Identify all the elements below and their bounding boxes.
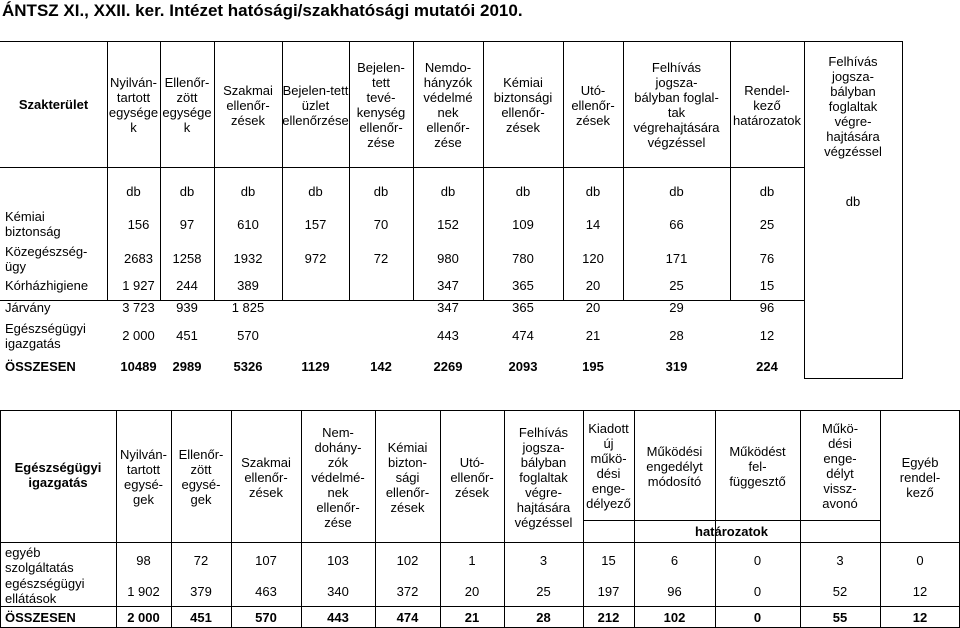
column-header: Szakmai ellenőr- zések — [223, 82, 273, 128]
table-cell — [349, 319, 413, 352]
row-label: Egészségügyi igazgatás — [5, 320, 86, 351]
column-header: Rendel- kező határozatok — [733, 82, 801, 128]
table-cell: 12 — [759, 328, 775, 343]
table-cell: 2683 — [124, 251, 153, 266]
row-label: egészségügyi ellátások — [5, 576, 85, 606]
table-cell: 66 — [669, 216, 684, 232]
column-header: Szakmai ellenőr- zések — [241, 454, 291, 500]
unit-label: db — [126, 183, 141, 199]
unit-label: db — [515, 183, 531, 199]
table-cell: 107 — [255, 552, 277, 568]
table-cell: 14 — [585, 216, 601, 232]
table-cell: 2 000 — [122, 328, 155, 343]
unit-label: db — [308, 183, 323, 199]
table-cell: 98 — [136, 552, 151, 568]
column-header: Ellenőr- zött egysége k — [162, 75, 212, 135]
column-header: Bejelen- tett tevé- kenység ellenőr- zése — [356, 60, 406, 150]
table-cell: 3 723 — [122, 300, 155, 315]
column-header: Működést fel- függesztő — [729, 443, 786, 489]
table-cell: 365 — [512, 277, 534, 293]
column-header: Felhívás jogsza- bályban foglal- tak végrehajtására végzéssel — [633, 60, 720, 150]
column-header: Kiadott új műkö- dési enge- délyező — [586, 421, 631, 511]
table-cell: 1932 — [233, 251, 263, 266]
table-cell: 365 — [512, 300, 534, 315]
row-label: ÖSSZESEN — [5, 609, 76, 625]
unit-label: db — [373, 183, 389, 199]
table-cell: 171 — [665, 251, 688, 266]
table-cell: 156 — [127, 216, 150, 232]
table-cell: 3 — [539, 552, 548, 568]
table-cell: 55 — [832, 609, 848, 625]
table-cell: 197 — [597, 583, 620, 599]
column-header: Nemdo- hányzók védelmé nek ellenőr- zése — [423, 60, 473, 150]
table-cell: 474 — [512, 328, 534, 343]
column-header: Egyéb rendel- kező — [899, 454, 941, 500]
row-label: egyéb szolgáltatás — [5, 545, 74, 575]
column-header: Felhívás jogsza- bályban foglaltak végre- hajtására végzéssel — [514, 424, 573, 530]
table-cell: 1258 — [172, 251, 202, 266]
table-cell: 443 — [437, 328, 459, 343]
table-cell: 372 — [396, 583, 419, 599]
table-cell: 28 — [669, 328, 684, 343]
column-header: Nyilván- tartott egysé- gek — [120, 447, 167, 507]
column-header-area: Egészségügyi igazgatás — [14, 460, 102, 490]
grid-line-vertical — [902, 300, 903, 378]
table-cell: 10489 — [120, 358, 157, 374]
table-cell: 29 — [669, 300, 684, 315]
table-cell: 52 — [832, 583, 848, 599]
table-cell: 1129 — [301, 358, 330, 374]
table-cell: 25 — [536, 583, 551, 599]
table-cell: 20 — [464, 583, 480, 599]
grid-line-top — [0, 41, 902, 42]
column-header: Utó- ellenőr- zések — [571, 82, 615, 128]
table-cell: 1 902 — [127, 583, 160, 599]
row-label: ÖSSZESEN — [5, 358, 76, 374]
table-cell: 25 — [669, 277, 684, 293]
column-header: Kémiai bizton- sági ellenőr- zések — [385, 439, 430, 515]
table-cell — [349, 274, 413, 296]
table-cell: 0 — [753, 552, 762, 568]
unit-label: db — [585, 183, 601, 199]
column-header: Nem- dohány- zók védelmé- nek ellenőr- zése — [311, 424, 365, 530]
table-cell: 451 — [176, 328, 198, 343]
table-cell: 980 — [437, 251, 459, 266]
table-cell: 3 — [836, 552, 844, 568]
unit-label: db — [179, 183, 195, 199]
page-title: ÁNTSZ XI., XXII. ker. Intézet hatósági/szakhatósági mutatói 2010. — [2, 1, 523, 20]
table-cell: 474 — [396, 609, 419, 625]
table-cell: 76 — [759, 251, 775, 266]
table-cell: 0 — [916, 552, 924, 568]
table-cell: 20 — [585, 300, 601, 315]
table-cell: 12 — [912, 583, 928, 599]
table-cell: 72 — [193, 552, 209, 568]
table-cell: 463 — [255, 583, 277, 599]
table-cell: 347 — [437, 300, 459, 315]
table-cell: 195 — [582, 358, 604, 374]
unit-label: db — [759, 183, 775, 199]
column-header: Utó- ellenőr- zések — [450, 454, 494, 500]
grid-line-header-bottom — [0, 167, 804, 168]
table-cell: 610 — [237, 216, 259, 232]
table-cell: 103 — [327, 552, 349, 568]
column-header-area: Szakterület — [18, 96, 89, 112]
group-header: határozatok — [695, 523, 768, 539]
table-cell: 2093 — [508, 358, 538, 374]
table-cell: 109 — [512, 216, 534, 232]
table-cell: 780 — [512, 251, 534, 266]
table-cell: 347 — [437, 277, 459, 293]
column-header: Működési engedélyt módosító — [646, 443, 703, 489]
row-label: Közegészség- ügy — [5, 243, 88, 274]
grid-line-bottom — [804, 378, 903, 379]
table-cell: 0 — [753, 609, 762, 625]
table-cell: 96 — [759, 300, 775, 315]
table-cell: 120 — [582, 251, 604, 266]
column-header: Kémiai biztonsági ellenőr- zések — [493, 75, 553, 135]
table-cell: 1 927 — [122, 277, 155, 293]
table-cell: 244 — [176, 277, 198, 293]
table-cell: 2 000 — [127, 609, 160, 625]
table-cell: 152 — [437, 216, 459, 232]
unit-label: db — [240, 183, 256, 199]
unit-label: db — [440, 183, 456, 199]
table-cell: 157 — [304, 216, 327, 232]
row-label: Járvány — [5, 300, 51, 315]
table-cell: 70 — [373, 216, 389, 232]
column-header: Műkö- dési enge- délyt vissz- avonó — [821, 421, 859, 511]
table-cell — [282, 274, 349, 296]
table-cell: 972 — [304, 251, 327, 266]
table-cell: 21 — [585, 328, 601, 343]
table-cell: 570 — [255, 609, 277, 625]
table-cell: 28 — [536, 609, 551, 625]
table-cell: 443 — [327, 609, 349, 625]
table-cell: 21 — [464, 609, 480, 625]
grid-line-vertical — [804, 300, 805, 378]
table-cell: 1 — [468, 552, 476, 568]
table-cell: 2269 — [433, 358, 463, 374]
table-cell: 389 — [237, 277, 259, 293]
table-cell: 340 — [327, 583, 349, 599]
column-header: Nyilván- tartott egysége k — [108, 75, 159, 135]
table-cell: 6 — [670, 552, 679, 568]
column-header: Felhívás jogsza- bályban foglaltak végre- hajtására végzéssel — [824, 54, 882, 159]
table-cell: 1 825 — [231, 300, 265, 315]
unit-label: db — [845, 193, 861, 209]
table-cell: 379 — [190, 583, 212, 599]
table-cell: 5326 — [233, 358, 263, 374]
row-label: Kémiai biztonság — [5, 209, 61, 239]
table-cell — [282, 319, 349, 352]
grid-line-top — [0, 410, 960, 411]
table-cell: 20 — [585, 277, 601, 293]
table-cell: 97 — [179, 216, 195, 232]
table-cell: 451 — [190, 609, 212, 625]
table-cell: 224 — [756, 358, 778, 374]
column-header: Bejelen-tett üzlet ellenőrzése — [282, 82, 349, 128]
table-cell: 12 — [912, 609, 928, 625]
column-header: Ellenőr- zött egysé- gek — [178, 447, 224, 507]
table-cell — [349, 296, 413, 319]
table-cell: 570 — [237, 328, 259, 343]
table-cell: 15 — [759, 277, 775, 293]
table-cell: 212 — [597, 609, 620, 625]
table-cell: 0 — [753, 583, 762, 599]
table-cell: 15 — [601, 552, 616, 568]
table-cell — [282, 296, 349, 319]
table-cell: 72 — [373, 251, 389, 266]
table-cell: 102 — [396, 552, 419, 568]
grid-line-header-bottom — [0, 542, 960, 543]
unit-label: db — [669, 183, 684, 199]
table-cell: 102 — [663, 609, 686, 625]
table-cell: 2989 — [172, 358, 202, 374]
table-cell: 96 — [667, 583, 682, 599]
grid-line-vertical — [902, 41, 903, 300]
table-cell: 25 — [759, 216, 775, 232]
table-cell: 142 — [370, 358, 392, 374]
table-cell: 939 — [176, 300, 198, 315]
table-cell: 319 — [665, 358, 688, 374]
row-label: Kórházhigiene — [5, 277, 89, 293]
